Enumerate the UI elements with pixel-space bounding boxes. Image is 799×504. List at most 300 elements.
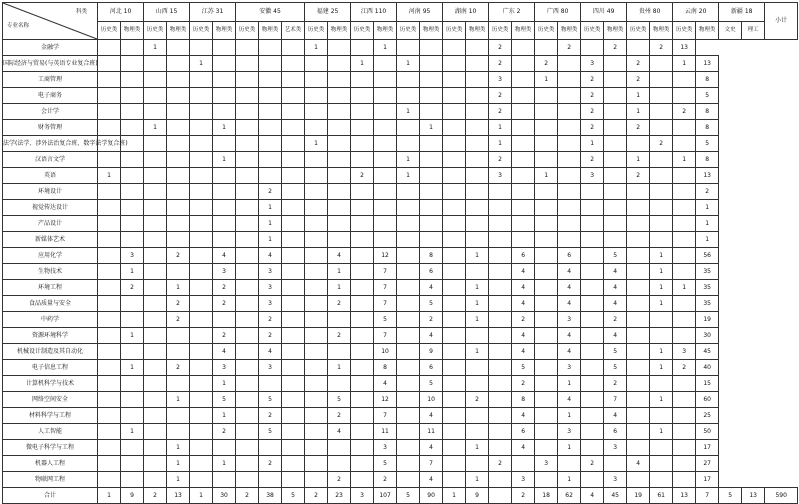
count-cell [236,392,259,408]
count-cell: 4 [328,248,351,264]
count-cell: 8 [512,392,535,408]
count-cell [190,200,213,216]
count-cell [627,472,650,488]
count-cell: 2 [167,296,190,312]
count-cell [190,280,213,296]
count-cell: 2 [489,104,512,120]
count-cell: 6 [420,264,443,280]
count-cell [535,104,558,120]
count-cell: 7 [696,488,719,504]
count-cell [397,392,420,408]
count-cell [581,360,604,376]
count-cell: 107 [374,488,397,504]
count-cell: 3 [604,440,627,456]
count-cell: 4 [627,456,650,472]
count-cell [466,88,489,104]
category-header: 物理类 [213,22,236,40]
count-cell [121,168,144,184]
count-cell [581,472,604,488]
count-cell: 2 [167,248,190,264]
count-cell [121,56,144,72]
count-cell [397,232,420,248]
major-name: 机械设计制造及其自动化 [3,344,98,360]
count-cell [397,136,420,152]
count-cell [98,88,121,104]
count-cell: 4 [420,440,443,456]
count-cell [190,120,213,136]
count-cell: 4 [420,328,443,344]
count-cell [604,72,627,88]
category-header: 物理类 [650,22,673,40]
row-subtotal-cell: 45 [696,344,719,360]
count-cell [328,168,351,184]
count-cell [420,200,443,216]
count-cell: 1 [167,392,190,408]
row-subtotal-cell: 1 [696,216,719,232]
count-cell [282,344,305,360]
count-cell [98,344,121,360]
count-cell [328,152,351,168]
count-cell [512,152,535,168]
count-cell [604,152,627,168]
count-cell [466,424,489,440]
count-cell [650,472,673,488]
count-cell [144,88,167,104]
count-cell [259,72,282,88]
count-cell [558,184,581,200]
count-cell: 5 [328,392,351,408]
count-cell [535,328,558,344]
count-cell: 5 [719,488,742,504]
major-name: 国际经济与贸易(与英语专业复合班) [3,56,98,72]
major-row [3,184,798,200]
major-row [3,264,798,280]
count-cell [236,408,259,424]
count-cell [650,408,673,424]
count-cell: 2 [650,136,673,152]
count-cell [397,280,420,296]
count-cell [121,104,144,120]
count-cell [351,472,374,488]
count-cell [167,40,190,56]
count-cell [397,328,420,344]
count-cell [351,88,374,104]
count-cell: 1 [466,280,489,296]
count-cell [144,184,167,200]
count-cell [581,328,604,344]
count-cell [604,88,627,104]
count-cell: 11 [420,424,443,440]
category-header: 历史类 [397,22,420,40]
count-cell [466,152,489,168]
count-cell [190,328,213,344]
count-cell [259,376,282,392]
count-cell [98,472,121,488]
count-cell [190,168,213,184]
count-cell [443,200,466,216]
count-cell [535,280,558,296]
category-header: 历史类 [190,22,213,40]
count-cell [466,360,489,376]
count-cell [581,392,604,408]
major-row [3,56,798,72]
subtotal-header: 小计 [765,3,798,40]
count-cell [236,280,259,296]
count-cell [167,408,190,424]
count-cell [236,344,259,360]
count-cell: 4 [420,280,443,296]
count-cell [397,40,420,56]
count-cell [328,440,351,456]
count-cell: 2 [489,40,512,56]
count-cell [443,72,466,88]
count-cell [236,88,259,104]
count-cell [397,248,420,264]
count-cell [535,264,558,280]
category-header: 历史类 [98,22,121,40]
count-cell [466,72,489,88]
count-cell [466,376,489,392]
count-cell [466,200,489,216]
count-cell: 2 [581,456,604,472]
count-cell: 2 [512,488,535,504]
count-cell [397,184,420,200]
count-cell [144,200,167,216]
count-cell [650,456,673,472]
count-cell [144,376,167,392]
count-cell [236,216,259,232]
count-cell [190,104,213,120]
count-cell [351,200,374,216]
count-cell [144,344,167,360]
row-subtotal-cell: 13 [673,40,696,56]
count-cell [328,40,351,56]
count-cell: 4 [558,392,581,408]
count-cell [489,344,512,360]
count-cell [512,216,535,232]
count-cell: 1 [98,488,121,504]
count-cell [489,264,512,280]
count-cell [673,200,696,216]
count-cell [466,40,489,56]
count-cell [282,200,305,216]
count-cell [581,200,604,216]
count-cell: 4 [213,248,236,264]
count-cell: 7 [374,408,397,424]
count-cell [489,200,512,216]
major-row [3,344,798,360]
count-cell [627,40,650,56]
count-cell [236,40,259,56]
count-cell [167,328,190,344]
count-cell: 3 [673,344,696,360]
count-cell: 2 [259,408,282,424]
count-cell [236,248,259,264]
count-cell [604,184,627,200]
count-cell [627,328,650,344]
row-subtotal-cell: 1 [696,200,719,216]
count-cell [144,216,167,232]
count-cell [420,216,443,232]
major-name: 环境工程 [3,280,98,296]
count-cell: 1 [673,152,696,168]
count-cell [121,456,144,472]
count-cell [98,248,121,264]
count-cell [673,136,696,152]
major-row [3,392,798,408]
count-cell [374,232,397,248]
count-cell [98,312,121,328]
count-cell [650,72,673,88]
count-cell: 2 [259,456,282,472]
count-cell [443,136,466,152]
count-cell [328,136,351,152]
count-cell [190,424,213,440]
count-cell: 3 [213,264,236,280]
count-cell: 2 [213,296,236,312]
count-cell [351,424,374,440]
count-cell [397,296,420,312]
count-cell [558,72,581,88]
category-header: 历史类 [535,22,558,40]
count-cell [190,376,213,392]
row-subtotal-cell: 60 [696,392,719,408]
count-cell: 1 [627,88,650,104]
province-header: 福建 25 [305,3,351,22]
count-cell: 2 [489,88,512,104]
count-cell [489,424,512,440]
count-cell [581,440,604,456]
major-row [3,360,798,376]
count-cell [420,88,443,104]
count-cell [328,376,351,392]
count-cell [420,104,443,120]
count-cell [121,40,144,56]
major-name: 电子信息工程 [3,360,98,376]
count-cell [351,104,374,120]
major-row [3,136,798,152]
count-cell [443,40,466,56]
count-cell [535,120,558,136]
major-name: 金融学 [3,40,98,56]
count-cell [98,360,121,376]
count-cell: 5 [604,360,627,376]
count-cell [236,232,259,248]
row-subtotal-cell: 2 [696,184,719,200]
count-cell: 2 [489,152,512,168]
count-cell [627,216,650,232]
count-cell [581,376,604,392]
count-cell [213,440,236,456]
category-header: 物理类 [121,22,144,40]
count-cell [190,296,213,312]
count-cell: 3 [259,280,282,296]
count-cell [351,136,374,152]
row-subtotal-cell: 17 [696,472,719,488]
row-subtotal-cell: 40 [696,360,719,376]
category-header: 物理类 [374,22,397,40]
count-cell [236,424,259,440]
count-cell [466,184,489,200]
count-cell: 2 [581,88,604,104]
count-cell [328,216,351,232]
count-cell: 11 [374,424,397,440]
row-subtotal-cell: 8 [696,152,719,168]
count-cell [305,440,328,456]
count-cell: 1 [443,488,466,504]
count-cell: 13 [742,488,765,504]
count-cell [98,200,121,216]
count-cell: 8 [374,360,397,376]
row-subtotal-cell: 8 [696,72,719,88]
count-cell [535,472,558,488]
row-subtotal-cell: 8 [696,104,719,120]
count-cell: 1 [213,152,236,168]
total-row [3,488,798,504]
count-cell [443,248,466,264]
count-cell: 4 [604,408,627,424]
count-cell [581,312,604,328]
count-cell: 4 [604,296,627,312]
count-cell: 4 [374,376,397,392]
category-header: 物理类 [328,22,351,40]
count-cell: 4 [558,344,581,360]
count-cell [167,264,190,280]
count-cell [236,440,259,456]
count-cell [328,200,351,216]
count-cell [282,88,305,104]
count-cell [443,152,466,168]
count-cell [627,296,650,312]
category-header: 物理类 [167,22,190,40]
count-cell [650,328,673,344]
count-cell [489,328,512,344]
count-cell [144,408,167,424]
count-cell [167,184,190,200]
row-subtotal-cell: 56 [696,248,719,264]
count-cell [305,168,328,184]
row-subtotal-cell: 35 [696,296,719,312]
count-cell: 30 [213,488,236,504]
count-cell [167,120,190,136]
count-cell [581,232,604,248]
count-cell [673,88,696,104]
count-cell [627,408,650,424]
count-cell [305,120,328,136]
count-cell [397,440,420,456]
count-cell [420,40,443,56]
province-header: 广西 80 [535,3,581,22]
count-cell [374,152,397,168]
count-cell [673,120,696,136]
count-cell [443,376,466,392]
count-cell [282,40,305,56]
count-cell [374,168,397,184]
count-cell [190,440,213,456]
count-cell [374,184,397,200]
major-name: 网络空间安全 [3,392,98,408]
count-cell [351,328,374,344]
count-cell [673,232,696,248]
count-cell: 10 [374,344,397,360]
count-cell: 2 [581,120,604,136]
count-cell [351,440,374,456]
major-row [3,152,798,168]
count-cell: 1 [328,360,351,376]
count-cell [420,232,443,248]
count-cell [351,456,374,472]
count-cell [282,360,305,376]
major-name: 应用化学 [3,248,98,264]
count-cell [236,456,259,472]
count-cell: 13 [167,488,190,504]
count-cell [627,376,650,392]
count-cell: 1 [535,168,558,184]
major-name: 材料科学与工程 [3,408,98,424]
count-cell: 9 [121,488,144,504]
count-cell: 8 [420,248,443,264]
major-name: 电子商务 [3,88,98,104]
count-cell: 4 [604,280,627,296]
category-header: 物理类 [512,22,535,40]
count-cell [650,184,673,200]
count-cell [167,152,190,168]
major-name: 合计 [3,488,98,504]
count-cell: 4 [213,344,236,360]
count-cell: 1 [489,136,512,152]
count-cell: 2 [512,312,535,328]
count-cell [673,248,696,264]
count-cell: 1 [650,344,673,360]
count-cell: 6 [604,424,627,440]
count-cell: 2 [259,312,282,328]
count-cell: 4 [558,328,581,344]
count-cell [443,424,466,440]
count-cell: 2 [604,376,627,392]
count-cell [535,312,558,328]
count-cell [558,120,581,136]
count-cell: 1 [121,424,144,440]
province-header: 江西 110 [351,3,397,22]
major-row [3,120,798,136]
count-cell [328,104,351,120]
count-cell [282,72,305,88]
count-cell [673,456,696,472]
count-cell [512,184,535,200]
header-province-row [3,3,798,22]
count-cell [328,120,351,136]
count-cell [144,152,167,168]
count-cell [673,168,696,184]
count-cell: 5 [259,392,282,408]
count-cell [650,168,673,184]
province-header: 山西 15 [144,3,190,22]
count-cell [558,88,581,104]
count-cell [558,136,581,152]
major-name: 计算机科学与技术 [3,376,98,392]
count-cell: 2 [121,280,144,296]
count-cell [512,72,535,88]
count-cell: 1 [213,456,236,472]
row-subtotal-cell: 13 [696,56,719,72]
count-cell [627,248,650,264]
count-cell: 2 [328,328,351,344]
count-cell: 1 [397,152,420,168]
count-cell [213,184,236,200]
count-cell: 1 [650,296,673,312]
count-cell: 1 [673,280,696,296]
count-cell [535,376,558,392]
